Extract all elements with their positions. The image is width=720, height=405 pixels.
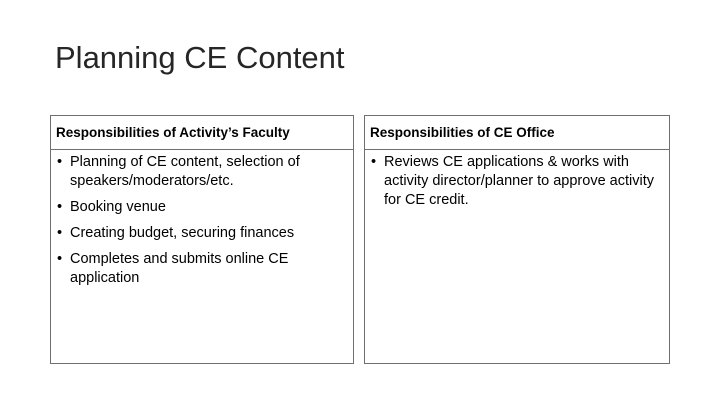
bullet-icon: • — [57, 225, 63, 241]
ce-office-responsibilities-panel — [364, 115, 670, 364]
list-item-text: Planning of CE content, selection of speakers/moderators/etc. — [70, 154, 300, 189]
list-item-text: Booking venue — [70, 199, 166, 215]
list-item — [57, 224, 347, 243]
ce-office-responsibilities-list — [365, 150, 669, 210]
faculty-responsibilities-list — [51, 150, 353, 288]
list-item — [371, 153, 663, 210]
list-item — [57, 250, 347, 288]
ce-office-responsibilities-header: Responsibilities of CE Office — [365, 116, 669, 150]
list-item-text: Creating budget, securing finances — [70, 225, 295, 241]
bullet-icon: • — [57, 199, 63, 215]
bullet-icon: • — [371, 154, 377, 170]
faculty-responsibilities-panel — [50, 115, 354, 364]
list-item — [57, 153, 347, 191]
faculty-responsibilities-header: Responsibilities of Activity’s Faculty — [51, 116, 353, 150]
slide-title: Planning CE Content — [55, 40, 345, 75]
bullet-icon: • — [57, 251, 63, 267]
list-item — [57, 198, 347, 217]
list-item-text: Completes and submits online CE application — [70, 251, 289, 286]
list-item-text: Reviews CE applications & works with activity director/planner to approve activity for CE credit. — [384, 154, 654, 208]
bullet-icon: • — [57, 154, 63, 170]
